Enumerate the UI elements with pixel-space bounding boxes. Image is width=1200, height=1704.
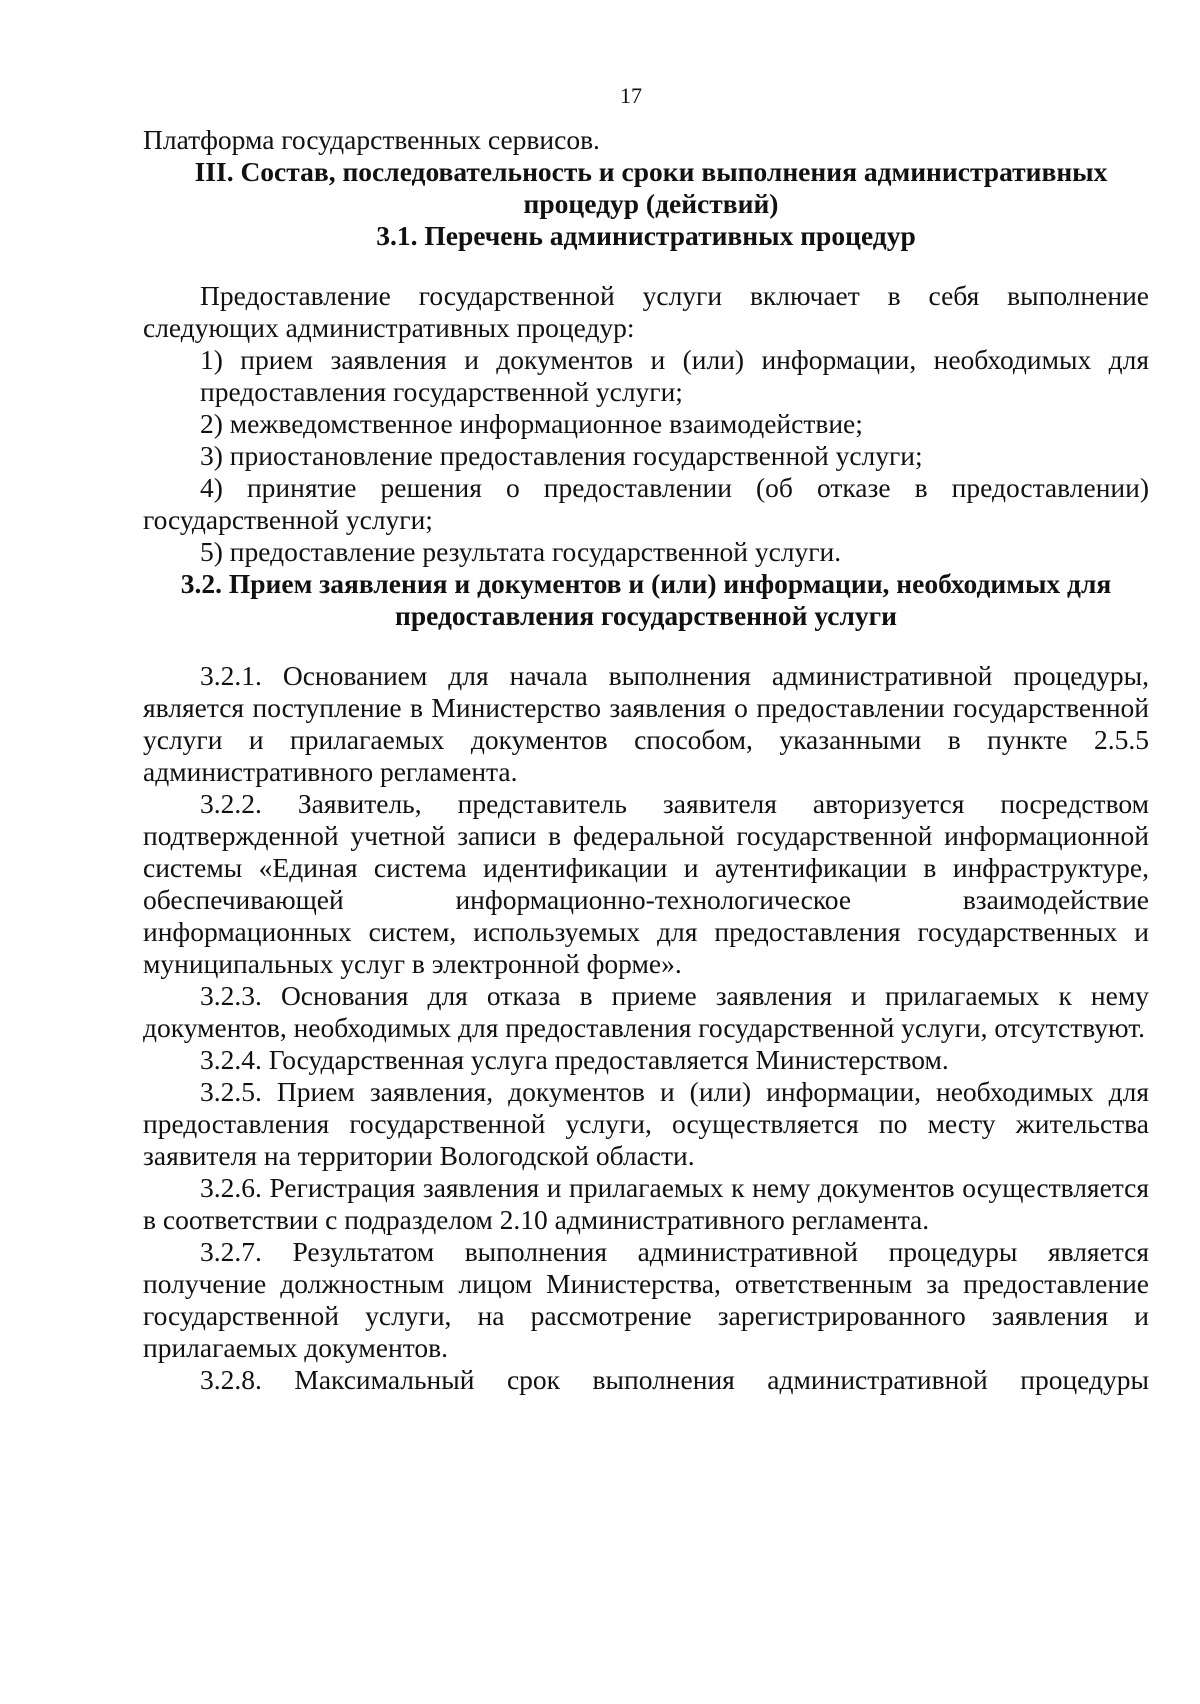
list-item-5: 5) предоставление результата государственной услуги. <box>200 536 842 567</box>
paragraph-3-2-4: 3.2.4. Государственная услуга предоставляется Министерством. <box>200 1044 949 1075</box>
list-item-4: 4) принятие решения о предоставлении (об отказе в предоставлении) государственной услуги; <box>143 472 1149 535</box>
subsection-3-1-title: 3.1. Перечень административных процедур <box>376 220 916 251</box>
paragraph-3-2-3: 3.2.3. Основания для отказа в приеме заявления и прилагаемых к нему документов, необходимых для предоставления государственной услуги, отсутствуют. <box>143 980 1149 1043</box>
list-item-1: 1) прием заявления и документов и (или) информации, необходимых для предоставления государственной услуги; <box>200 344 1149 407</box>
paragraph-3-2-1: 3.2.1. Основанием для начала выполнения административной процедуры, является поступление в Министерство заявления о предоставлении государственной услуги и прилагаемых документов способом, указанными в пункте 2.5.5 административного регламента. <box>143 660 1149 787</box>
paragraph-3-1: Предоставление государственной услуги включает в себя выполнение следующих административных процедур: <box>143 280 1149 343</box>
list-item-2: 2) межведомственное информационное взаимодействие; <box>200 408 863 439</box>
paragraph-3-2-5: 3.2.5. Прием заявления, документов и (или) информации, необходимых для предоставления государственной услуги, осуществляется по месту жительства заявителя на территории Вологодской области. <box>143 1076 1149 1171</box>
paragraph-3-2-7: 3.2.7. Результатом выполнения административной процедуры является получение должностным лицом Министерства, ответственным за предоставление государственной услуги, на рассмотрение зарегистрированного заявления и прилагаемых документов. <box>143 1236 1149 1363</box>
paragraph-3-2-2: 3.2.2. Заявитель, представитель заявителя авторизуется посредством подтвержденной учетной записи в федеральной государственной информационной системы «Единая система идентификации и аутентификации в инфраструктуре, обеспечивающей информационно-технологическое взаимодействие информационных систем, используемых для предоставления государственных и муниципальных услуг в электронной форме». <box>143 788 1149 979</box>
section-title: III. Состав, последовательность и сроки выполнения административных процедур (действий) <box>194 156 1108 219</box>
paragraph-3-2-8: 3.2.8. Максимальный срок выполнения административной процедуры <box>200 1364 1149 1395</box>
list-item-3: 3) приостановление предоставления государственной услуги; <box>200 440 923 471</box>
subsection-3-2-title: 3.2. Прием заявления и документов и (или) информации, необходимых для предоставления государственной услуги <box>180 568 1112 631</box>
page-number: 17 <box>620 83 642 108</box>
paragraph-3-2-6: 3.2.6. Регистрация заявления и прилагаемых к нему документов осуществляется в соответствии с подразделом 2.10 административного регламента. <box>143 1172 1149 1235</box>
intro-line: Платформа государственных сервисов. <box>143 124 600 155</box>
document-body <box>143 124 1149 1396</box>
